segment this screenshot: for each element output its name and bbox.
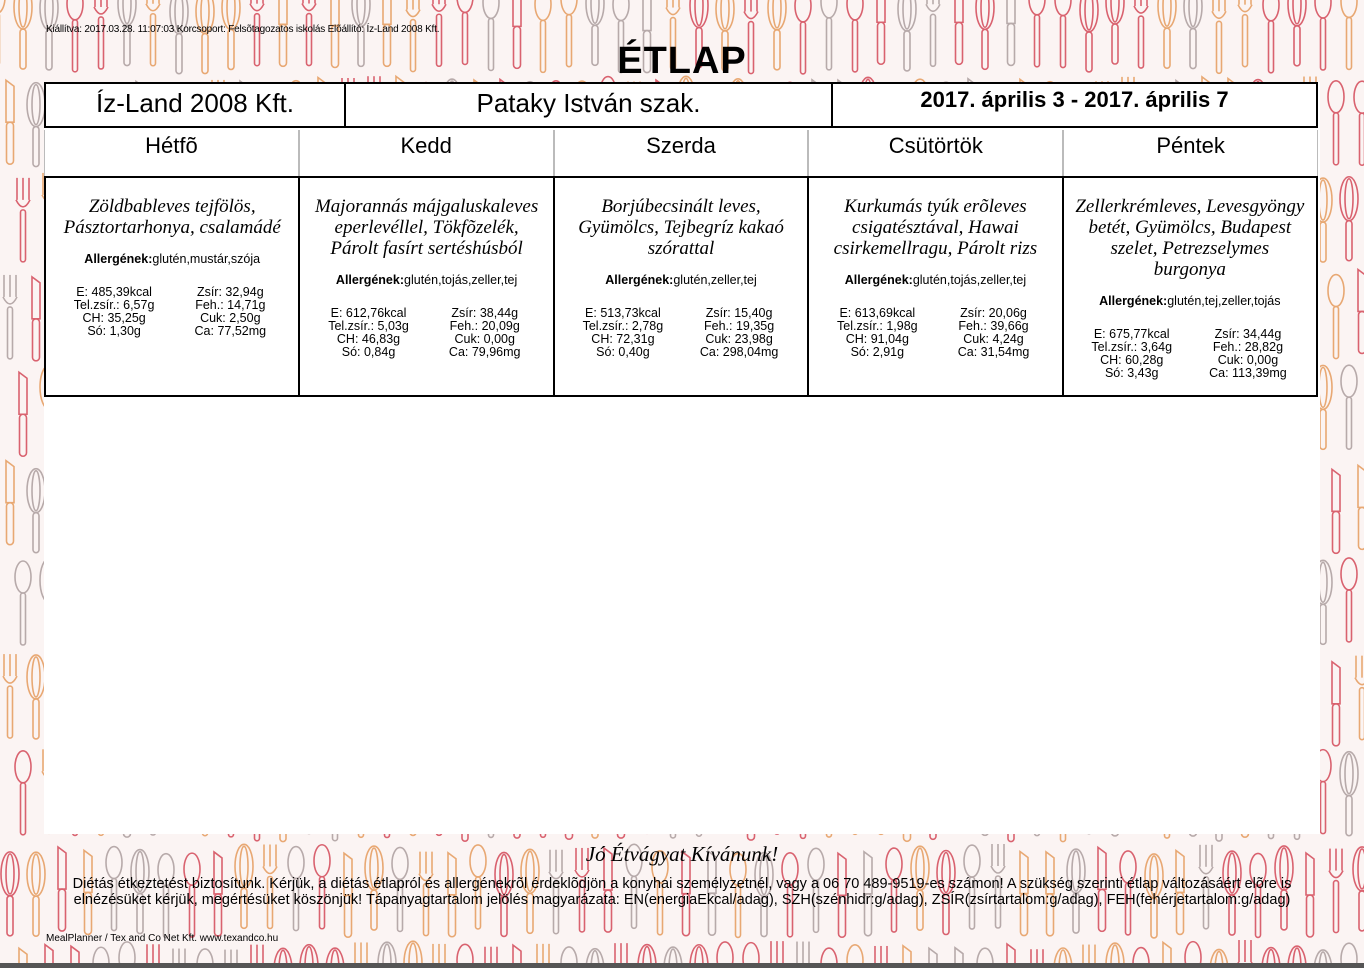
spoon-icon [1354,81,1364,165]
nutrition-calcium: Ca: 298,04mg [699,345,779,359]
knife-icon [1358,465,1364,549]
allergen-label: Allergének: [844,273,913,287]
nutrition-salt: Só: 0,84g [341,345,396,359]
knife-icon [1358,269,1364,353]
allergens [1074,294,1306,308]
menu-grid [44,176,1318,397]
whisk-icon [1340,752,1358,836]
nutrition-protein: Feh.: 20,09g [449,319,520,333]
knife-icon [1332,662,1340,746]
nutrition-protein: Feh.: 28,82g [1212,340,1284,354]
nutrition-fat: Zsír: 15,40g [705,306,773,320]
credit-text: MealPlanner / Tex and Co Net Kft. www.texandco.hu [46,933,279,944]
issued-info: Kiállítva: 2017.03.28. 11:07:03 Korcsoport: Felsõtagozatos iskolás Elõállító: Íz-Land 2008 Kft. [46,24,440,35]
whisk-icon [27,83,45,167]
nutrition-table [310,307,542,359]
nutrition-table [1074,328,1306,380]
diet-note: Diétás étkeztetést biztosítunk. Kérjük, a diétás étlapról és allergénekrõl érdeklõdjön a konyhai személyzetnél, vagy a 06 70 489-9519-es számon! A szükség szerinti étlap változásáért elõre is elnézésüket kérjük, megértésüket köszönjük! Tápanyagtartalom jelölés magyarázata: EN(energiaEkcal/adag), SZH(szénhidr:g/adag), ZSÍR(zsírtartalom:g/adag), FEH(fehérjetartalom:g/adag) [72,876,1292,908]
nutrition-salt: Só: 3,43g [1104,366,1159,380]
nutrition-carbs: CH: 46,83g [336,332,401,346]
nutrition-salt: Só: 0,40g [596,345,650,359]
meal-description: Zöldbableves tejfölös, Pásztortarhonya, csalamádé [63,196,281,238]
nutrition-fat: Zsír: 32,94g [196,285,264,299]
nutrition-sugar: Cuk: 0,00g [1217,353,1279,367]
nutrition-calcium: Ca: 77,52mg [194,324,267,338]
nutrition-fat: Zsír: 38,44g [451,306,519,320]
menu-day-wednesday [555,178,809,395]
spoon-icon [1328,81,1344,165]
nutrition-table [565,307,797,359]
fork-icon [16,178,30,262]
nutrition-calcium: Ca: 31,54mg [957,345,1030,359]
nutrition-saturated-fat: Tel.zsír.: 3,64g [1091,340,1173,354]
day-header-row [44,130,1318,176]
allergens [819,273,1051,287]
nutrition-calcium: Ca: 113,39mg [1209,366,1287,380]
allergen-list: glutén,tojás,zeller,tej [912,273,1027,287]
menu-day-thursday [809,178,1063,395]
nutrition-energy: E: 612,76kcal [330,306,407,320]
allergens [565,273,797,287]
allergen-label: Allergének: [84,252,153,266]
whisk-icon [27,655,45,739]
allergen-label: Allergének: [1099,294,1168,308]
meal-description: Borjúbecsinált leves, Gyümölcs, Tejbegríz kakaó szórattal [578,196,784,259]
whisk-icon [1340,177,1358,261]
knife-icon [6,80,14,164]
whisk-icon [27,469,45,553]
nutrition-table [56,286,288,338]
nutrition-sugar: Cuk: 0,00g [454,332,515,346]
date-range: 2017. április 3 - 2017. április 7 [920,87,1229,112]
allergen-list: glutén,zeller,tej [673,273,757,287]
allergen-list: glutén,tojás,zeller,tej [404,273,518,287]
day-name: Kedd [299,130,554,176]
school-name: Pataky István szak. [346,84,833,126]
allergen-label: Allergének: [605,273,674,287]
nutrition-energy: E: 675,77kcal [1093,327,1170,341]
header-row [44,82,1318,128]
knife-icon [19,372,27,456]
nutrition-carbs: CH: 60,28g [1100,353,1164,367]
nutrition-sugar: Cuk: 2,50g [200,311,261,325]
page-title: ÉTLAP [617,40,747,82]
allergen-label: Allergének: [335,273,405,287]
nutrition-energy: E: 513,73kcal [585,306,661,320]
meal-description: Zellerkrémleves, Levesgyöngy betét, Gyümölcs, Budapest szelet, Petrezselymes burgonya [1075,196,1305,280]
knife-icon [1332,469,1340,553]
nutrition-carbs: CH: 72,31g [591,332,655,346]
nutrition-table [819,307,1051,359]
nutrition-fat: Zsír: 34,44g [1214,327,1282,341]
nutrition-protein: Feh.: 39,66g [958,319,1029,333]
spoon-icon [1328,275,1344,359]
nutrition-sugar: Cuk: 23,98g [705,332,773,346]
allergen-list: glutén,mustár,szója [152,252,261,266]
nutrition-saturated-fat: Tel.zsír.: 2,78g [582,319,664,333]
allergens [310,273,542,287]
menu-day-friday [1064,178,1316,395]
spoon-icon [15,751,31,835]
meal-description: Kurkumás tyúk erõleves csigatésztával, Hawai csirkemellragu, Párolt rizs [833,196,1038,259]
menu-day-monday [46,178,300,395]
spoon-icon [15,561,31,645]
nutrition-salt: Só: 1,30g [87,324,141,338]
nutrition-saturated-fat: Tel.zsír.: 1,98g [837,319,918,333]
day-name: Csütörtök [808,130,1063,176]
nutrition-salt: Só: 2,91g [850,345,905,359]
company-name: Íz-Land 2008 Kft. [46,84,346,126]
fork-icon [1355,656,1364,740]
day-name: Szerda [554,130,809,176]
day-name: Hétfõ [44,130,299,176]
nutrition-energy: E: 485,39kcal [76,285,152,299]
fork-icon [3,654,17,738]
nutrition-protein: Feh.: 14,71g [195,298,266,312]
nutrition-energy: E: 613,69kcal [839,306,916,320]
wish-text: Jó Étvágyat Kívánunk! [585,842,779,866]
fork-icon [3,275,17,359]
nutrition-carbs: CH: 91,04g [845,332,909,346]
nutrition-protein: Feh.: 19,35g [704,319,775,333]
nutrition-carbs: CH: 35,25g [82,311,146,325]
spoon-icon [1341,558,1357,642]
bottom-border [0,963,1364,968]
allergen-list: glutén,tej,zeller,tojás [1167,294,1281,308]
spoon-icon [1341,365,1357,449]
nutrition-saturated-fat: Tel.zsír.: 6,57g [73,298,155,312]
menu-day-tuesday [300,178,554,395]
knife-icon [6,461,14,545]
knife-icon [32,277,40,361]
nutrition-fat: Zsír: 20,06g [960,306,1027,320]
day-name: Péntek [1063,130,1318,176]
nutrition-saturated-fat: Tel.zsír.: 5,03g [328,319,409,333]
nutrition-calcium: Ca: 79,96mg [448,345,521,359]
meal-description: Majorannás májgaluskaleves eperlevéllel, Tökfõzelék, Párolt fasírt sertéshúsból [314,196,539,259]
allergens [56,252,288,266]
nutrition-sugar: Cuk: 4,24g [963,332,1024,346]
